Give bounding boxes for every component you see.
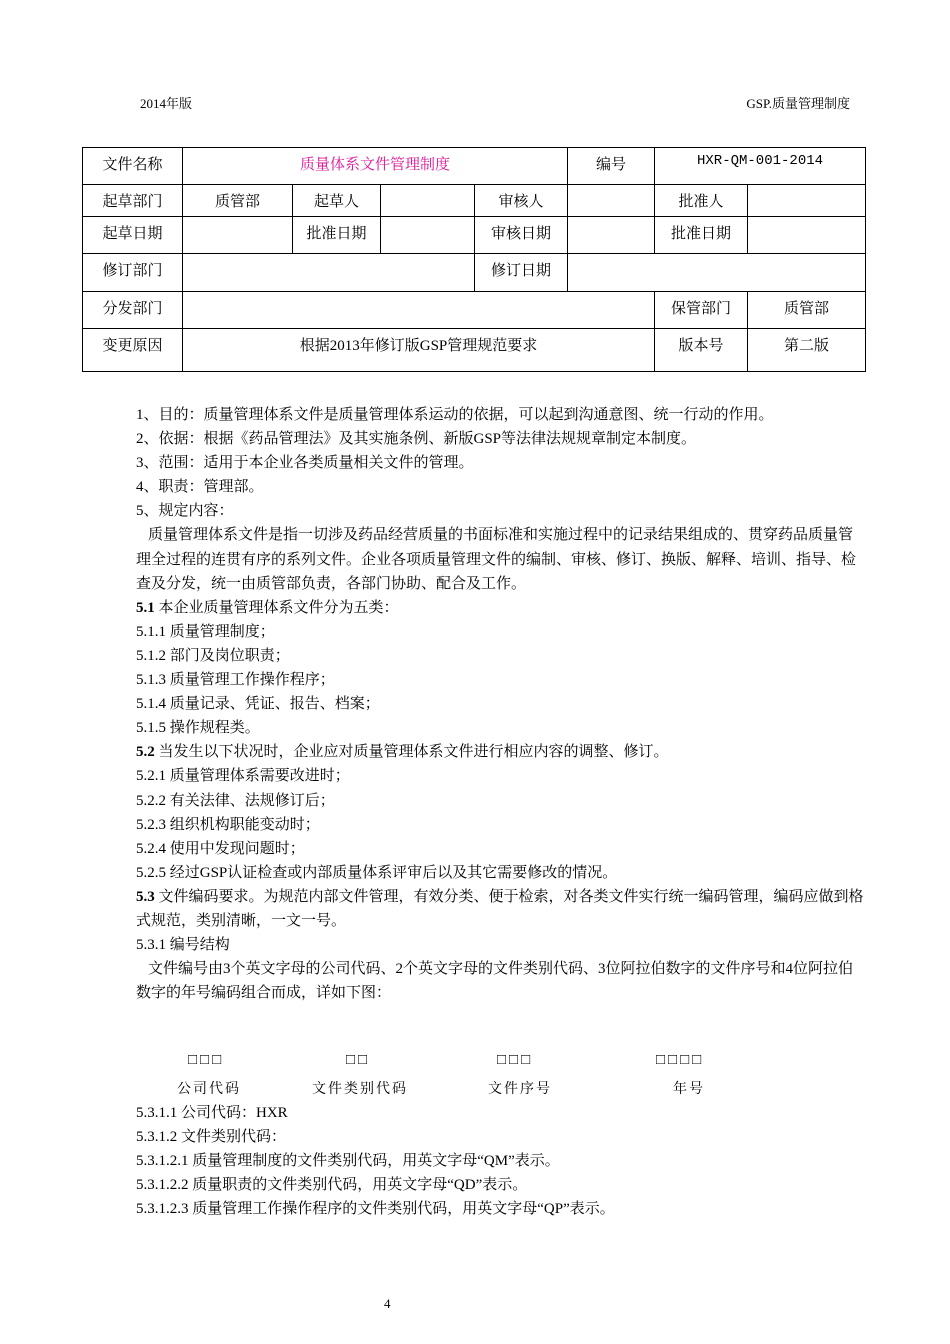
header-doc-title: GSP.质量管理制度 (746, 96, 850, 111)
cell-approve-date-2 (748, 217, 866, 254)
table-row (83, 329, 866, 372)
section-number: 5.1 (136, 599, 155, 616)
code-label-category: 文件类别代码 (312, 1081, 408, 1097)
paragraph-purpose: 1、目的：质量管理体系文件是质量管理体系运动的依据，可以起到沟通意图、统一行动的作用。 (136, 407, 774, 423)
paragraph-basis: 2、依据：根据《药品管理法》及其实施条例、新版GSP等法律法规规章制定本制度。 (136, 431, 697, 448)
cell-label-revise-date: 修订日期 (475, 254, 568, 292)
code-boxes-year: □□□□ (656, 1052, 705, 1068)
section-5-2 (136, 740, 864, 764)
list-item: 5.1.2 部门及岗位职责； (136, 647, 290, 664)
cell-file-name: 质量体系文件管理制度 (183, 148, 568, 185)
section-number: 5.3 (136, 888, 155, 905)
cell-revise-dept (183, 254, 475, 292)
table-row (83, 292, 866, 329)
list-item: 5.3.1.2.2 质量职责的文件类别代码，用英文字母“QD”表示。 (136, 1177, 528, 1194)
cell-label-reviewer: 审核人 (475, 185, 568, 217)
document-info-table (82, 147, 866, 372)
cell-label-approver: 批准人 (655, 185, 748, 217)
list-item: 5.1.3 质量管理工作操作程序； (136, 672, 335, 689)
cell-label-approve-date: 批准日期 (293, 217, 381, 254)
cell-label-drafter: 起草人 (293, 185, 381, 217)
cell-draft-date (183, 217, 293, 254)
cell-review-date (568, 217, 655, 254)
list-item: 5.3.1.2.1 质量管理制度的文件类别代码，用英文字母“QM”表示。 (136, 1153, 560, 1170)
cell-label-draft-date: 起草日期 (83, 217, 183, 254)
list-item: 5.3.1 编号结构 (136, 937, 230, 954)
cell-reviewer (568, 185, 655, 217)
cell-custody-dept: 质管部 (748, 292, 866, 329)
cell-label-version: 版本号 (655, 329, 748, 372)
section-text: 本企业质量管理体系文件分为五类： (154, 599, 399, 616)
list-item: 5.3.1.2 文件类别代码： (136, 1129, 287, 1146)
section-text: 当发生以下状况时，企业应对质量管理体系文件进行相应内容的调整、修订。 (154, 744, 669, 761)
paragraph-scope: 3、范围：适用于本企业各类质量相关文件的管理。 (136, 455, 474, 472)
code-label-company: 公司代码 (177, 1081, 241, 1097)
paragraph-duty: 4、职责：管理部。 (136, 479, 264, 496)
list-item: 5.1.4 质量记录、凭证、报告、档案； (136, 696, 380, 713)
cell-label-file-name: 文件名称 (83, 148, 183, 185)
list-item: 5.2.5 经过GSP认证检查或内部质量体系评审后以及其它需要修改的情况。 (136, 864, 618, 881)
cell-label-review-date: 审核日期 (475, 217, 568, 254)
paragraph-number-structure: 文件编号由3个英文字母的公司代码、2个英文字母的文件类别代码、3位阿拉伯数字的文件序号和4位阿拉伯数字的年号编码组合而成，详如下图： (136, 961, 854, 1002)
cell-drafter (381, 185, 475, 217)
list-item: 5.3.1.1 公司代码：HXR (136, 1105, 288, 1121)
table-row (83, 148, 866, 185)
cell-approver (748, 185, 866, 217)
paragraph-content-heading: 5、规定内容： (136, 503, 234, 520)
section-text: 文件编码要求。为规范内部文件管理，有效分类、便于检索，对各类文件实行统一编码管理，编码应做到格式规范，类别清晰，一文一号。 (136, 888, 864, 929)
cell-label-revise-dept: 修订部门 (83, 254, 183, 292)
cell-label-custody-dept: 保管部门 (655, 292, 748, 329)
cell-label-change-reason: 变更原因 (83, 329, 183, 372)
cell-label-approve-date-2: 批准日期 (655, 217, 748, 254)
header-edition: 2014年版 (140, 96, 193, 111)
list-item: 5.2.4 使用中发现问题时； (136, 840, 305, 857)
list-item: 5.2.3 组织机构职能变动时； (136, 816, 320, 833)
cell-doc-number: HXR-QM-001-2014 (655, 148, 866, 185)
code-boxes-category: □□ (346, 1052, 371, 1068)
section-number: 5.2 (136, 744, 155, 761)
cell-draft-dept: 质管部 (183, 185, 293, 217)
list-item: 5.2.2 有关法律、法规修订后； (136, 792, 335, 809)
list-item: 5.1.1 质量管理制度； (136, 623, 275, 640)
code-boxes-company: □□□ (188, 1052, 225, 1068)
body-content (136, 403, 864, 1005)
section-5-3 (136, 885, 864, 933)
cell-label-draft-dept: 起草部门 (83, 185, 183, 217)
cell-label-number: 编号 (568, 148, 655, 185)
table-row (83, 217, 866, 254)
list-item: 5.3.1.2.3 质量管理工作操作程序的文件类别代码，用英文字母“QP”表示。 (136, 1201, 615, 1218)
cell-label-distribute-dept: 分发部门 (83, 292, 183, 329)
body-content-continued (136, 1101, 864, 1221)
table-row (83, 185, 866, 217)
list-item: 5.1.5 操作规程类。 (136, 720, 260, 737)
table-row (83, 254, 866, 292)
code-label-sequence: 文件序号 (488, 1081, 552, 1097)
code-boxes-sequence: □□□ (497, 1052, 534, 1068)
cell-revise-date (568, 254, 866, 292)
cell-version: 第二版 (748, 329, 866, 372)
cell-change-reason: 根据2013年修订版GSP管理规范要求 (183, 329, 655, 372)
section-5-1 (136, 596, 864, 620)
cell-distribute-dept (183, 292, 655, 329)
cell-approve-date (381, 217, 475, 254)
page-number: 4 (384, 1296, 391, 1311)
list-item: 5.2.1 质量管理体系需要改进时； (136, 768, 350, 785)
code-label-year: 年号 (673, 1081, 705, 1097)
paragraph-definition: 质量管理体系文件是指一切涉及药品经营质量的书面标准和实施过程中的记录结果组成的、贯穿药品质量管理全过程的连贯有序的系列文件。企业各项质量管理文件的编制、审核、修订、换版、解释、培训、指导、检查及分发，统一由质管部负责，各部门协助、配合及工作。 (136, 527, 857, 592)
